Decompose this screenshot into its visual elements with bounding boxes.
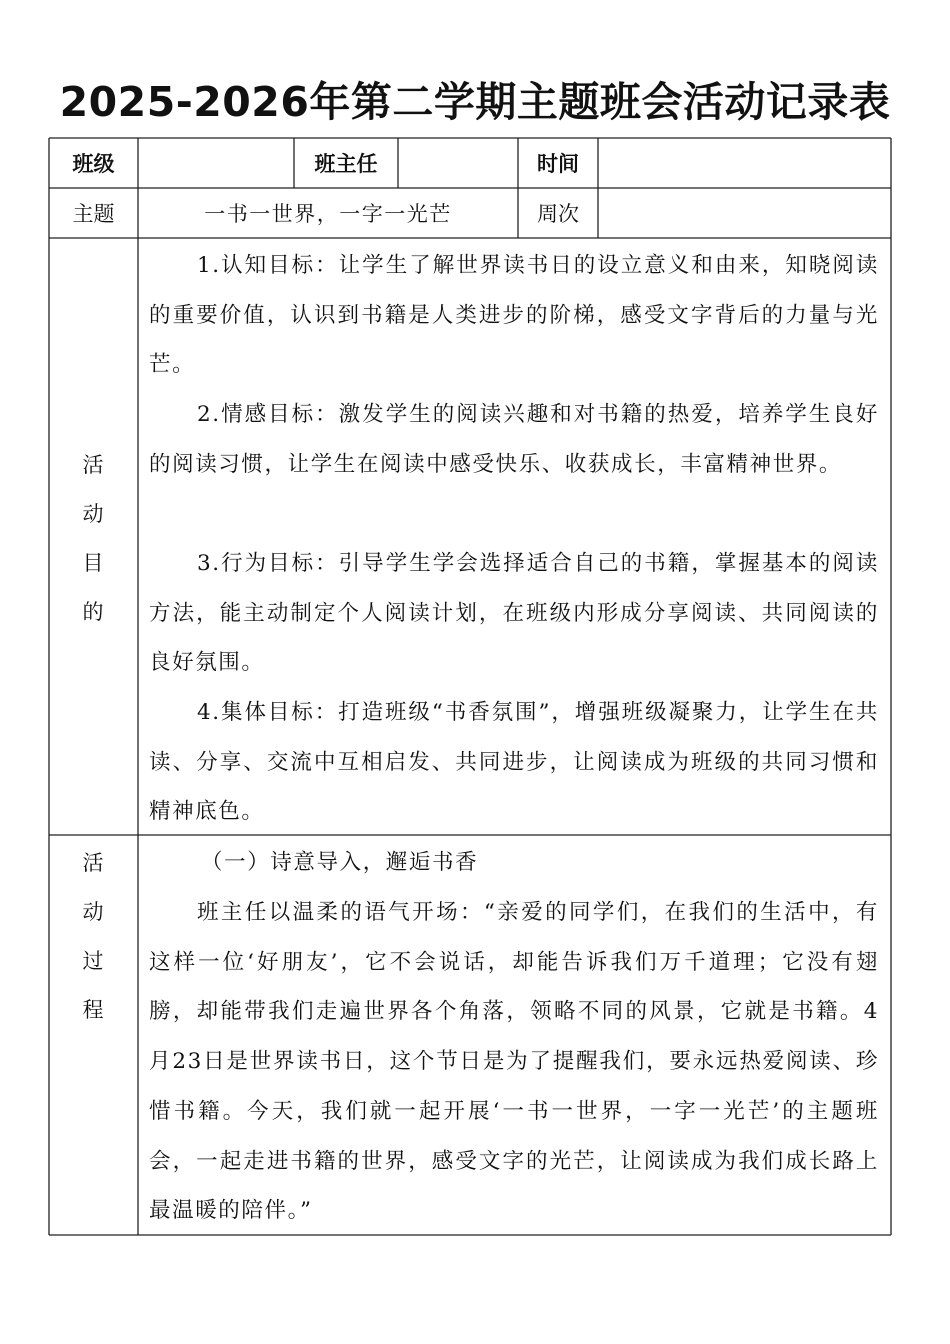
head-teacher-label: 班主任 — [314, 152, 378, 176]
goals-label-char: 活 — [82, 453, 104, 477]
topic-label: 主题 — [72, 202, 115, 226]
goal-behavioral: 3.行为目标：引导学生学会选择适合自己的书籍，掌握基本的阅读方法，能主动制定个人阅读计划，在班级内形成分享阅读、共同阅读的良好氛围。 — [149, 551, 879, 676]
process-section-title: （一）诗意导入，邂逅书香 — [201, 850, 479, 875]
class-label: 班级 — [72, 152, 115, 176]
activity-process-label — [49, 839, 137, 1035]
class-value[interactable] — [138, 138, 294, 188]
goals-label-char: 的 — [82, 600, 104, 624]
goal-cognitive: 1.认知目标：让学生了解世界读书日的设立意义和由来，知晓阅读的重要价值，认识到书籍是人类进步的阶梯，感受文字背后的力量与光芒。 — [149, 253, 879, 378]
topic-value: 一书一世界，一字一光芒 — [204, 202, 452, 226]
process-paragraph: 班主任以温柔的语气开场：“亲爱的同学们，在我们的生活中，有这样一位‘好朋友’，它不会说话，却能告诉我们万千道理；它没有翅膀，却能带我们走遍世界各个角落，领略不同的风景，它就是书籍。4月23日是世界读书日，这个节日是为了提醒我们，要永远热爱阅读、珍惜书籍。今天，我们就一起开展‘一书一世界，一字一光芒’的主题班会，一起走进书籍的世界，感受文字的光芒，让阅读成为我们成长路上最温暖的陪伴。” — [149, 900, 879, 1224]
head-teacher-value[interactable] — [398, 138, 518, 188]
time-value[interactable] — [598, 138, 891, 188]
activity-goals-label — [49, 441, 137, 637]
goal-emotional: 2.情感目标：激发学生的阅读兴趣和对书籍的热爱，培养学生良好的阅读习惯，让学生在阅读中感受快乐、收获成长，丰富精神世界。 — [149, 402, 879, 477]
page-title: 2025-2026年第二学期主题班会活动记录表 — [59, 78, 891, 126]
time-label: 时间 — [537, 152, 579, 176]
process-label-char: 过 — [82, 949, 104, 973]
process-label-char: 动 — [82, 900, 104, 924]
week-label: 周次 — [537, 202, 579, 226]
week-value[interactable] — [598, 188, 891, 238]
goals-label-char: 目 — [82, 551, 104, 575]
goal-collective: 4.集体目标：打造班级“书香氛围”，增强班级凝聚力，让学生在共读、分享、交流中互相启发、共同进步，让阅读成为班级的共同习惯和精神底色。 — [149, 700, 879, 825]
goals-label-char: 动 — [82, 502, 104, 526]
process-label-char: 活 — [82, 851, 104, 875]
process-label-char: 程 — [82, 998, 104, 1022]
